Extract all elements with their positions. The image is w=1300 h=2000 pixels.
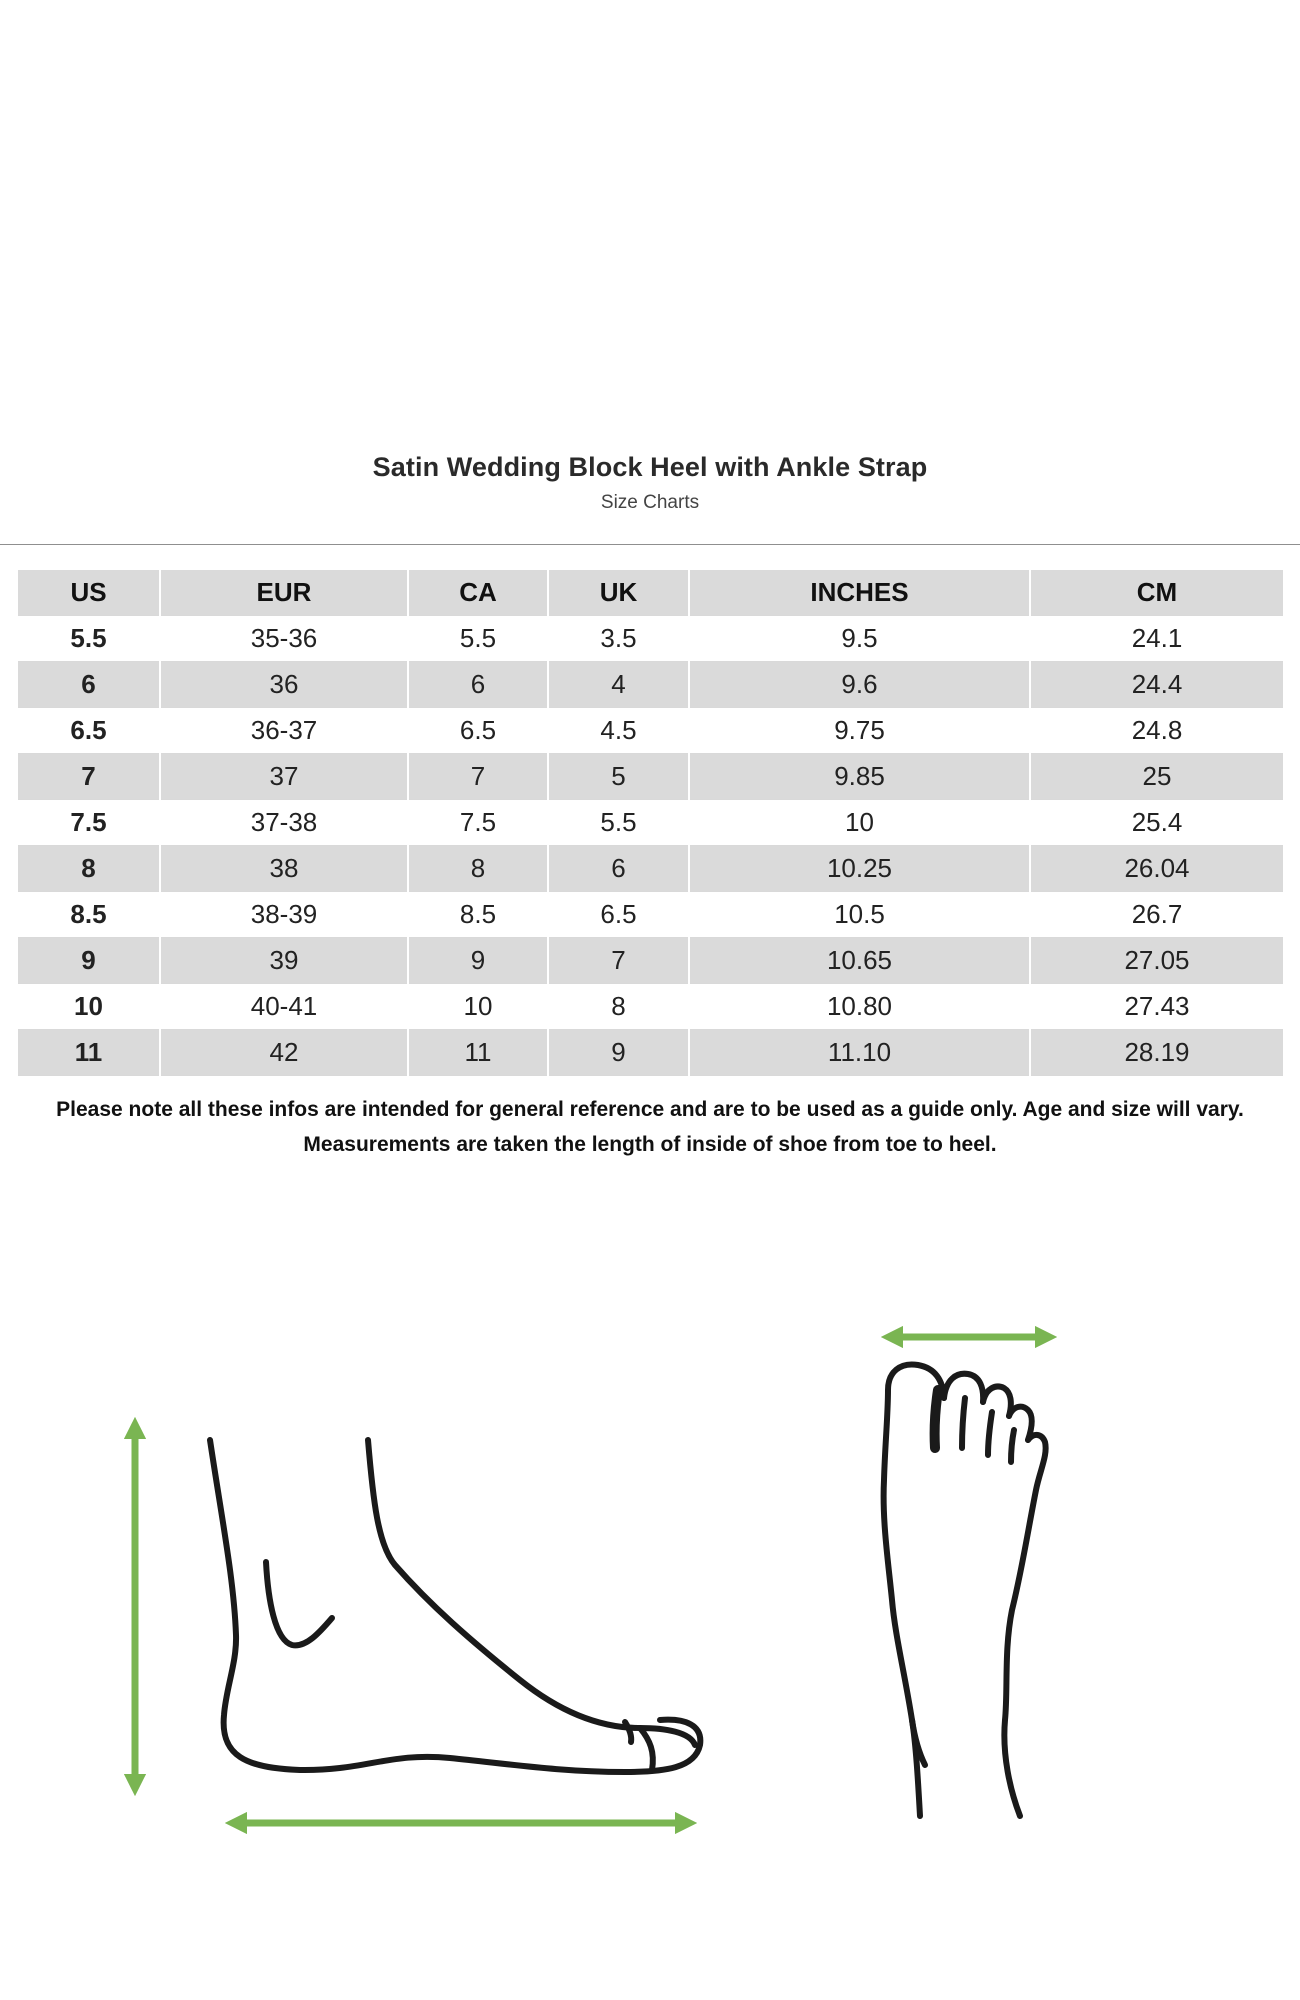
cell-inches: 9.6 xyxy=(689,662,1030,708)
cell-cm: 25 xyxy=(1030,754,1283,800)
divider xyxy=(0,544,1300,545)
cell-uk: 6.5 xyxy=(548,892,689,938)
cell-uk: 6 xyxy=(548,846,689,892)
column-header-us: US xyxy=(18,570,160,616)
cell-uk: 9 xyxy=(548,1030,689,1076)
cell-inches: 9.5 xyxy=(689,616,1030,662)
cell-us: 7.5 xyxy=(18,800,160,846)
cell-ca: 11 xyxy=(408,1030,548,1076)
cell-ca: 7 xyxy=(408,754,548,800)
foot-top-icon xyxy=(884,1364,1046,1816)
cell-inches: 10.5 xyxy=(689,892,1030,938)
cell-cm: 24.4 xyxy=(1030,662,1283,708)
cell-cm: 25.4 xyxy=(1030,800,1283,846)
table-row xyxy=(18,708,1283,754)
cell-us: 10 xyxy=(18,984,160,1030)
size-table xyxy=(18,570,1283,1076)
page-subtitle: Size Charts xyxy=(600,492,700,513)
cell-cm: 28.19 xyxy=(1030,1030,1283,1076)
cell-us: 8 xyxy=(18,846,160,892)
table-header-row xyxy=(18,570,1283,616)
column-header-eur: EUR xyxy=(160,570,408,616)
cell-eur: 36-37 xyxy=(160,708,408,754)
cell-us: 5.5 xyxy=(18,616,160,662)
cell-cm: 27.05 xyxy=(1030,938,1283,984)
cell-uk: 5 xyxy=(548,754,689,800)
cell-us: 7 xyxy=(18,754,160,800)
cell-eur: 35-36 xyxy=(160,616,408,662)
table-row xyxy=(18,892,1283,938)
cell-inches: 9.85 xyxy=(689,754,1030,800)
table-row xyxy=(18,938,1283,984)
table-row xyxy=(18,754,1283,800)
table-row xyxy=(18,662,1283,708)
cell-eur: 37-38 xyxy=(160,800,408,846)
cell-cm: 27.43 xyxy=(1030,984,1283,1030)
cell-eur: 39 xyxy=(160,938,408,984)
column-header-ca: CA xyxy=(408,570,548,616)
cell-eur: 42 xyxy=(160,1030,408,1076)
table-row xyxy=(18,846,1283,892)
table-row xyxy=(18,616,1283,662)
cell-cm: 24.1 xyxy=(1030,616,1283,662)
cell-ca: 8.5 xyxy=(408,892,548,938)
table-row xyxy=(18,1030,1283,1076)
column-header-inches: INCHES xyxy=(689,570,1030,616)
cell-ca: 7.5 xyxy=(408,800,548,846)
column-header-cm: CM xyxy=(1030,570,1283,616)
chart-header xyxy=(0,452,1300,514)
cell-uk: 3.5 xyxy=(548,616,689,662)
table-row xyxy=(18,984,1283,1030)
cell-us: 9 xyxy=(18,938,160,984)
cell-us: 6 xyxy=(18,662,160,708)
measurement-illustration xyxy=(0,1270,1300,1870)
cell-inches: 11.10 xyxy=(689,1030,1030,1076)
page-title: Satin Wedding Block Heel with Ankle Strap xyxy=(372,452,928,482)
foot-side-icon xyxy=(210,1440,700,1772)
cell-cm: 26.04 xyxy=(1030,846,1283,892)
disclaimer-line-1: Please note all these infos are intended for general reference and are to be used as a guide only. Age and size will vary. xyxy=(56,1098,1244,1121)
cell-uk: 4.5 xyxy=(548,708,689,754)
cell-uk: 7 xyxy=(548,938,689,984)
cell-inches: 9.75 xyxy=(689,708,1030,754)
cell-eur: 38 xyxy=(160,846,408,892)
cell-cm: 26.7 xyxy=(1030,892,1283,938)
cell-inches: 10.65 xyxy=(689,938,1030,984)
disclaimer-line-2: Measurements are taken the length of inside of shoe from toe to heel. xyxy=(303,1133,997,1156)
cell-cm: 24.8 xyxy=(1030,708,1283,754)
disclaimer-note xyxy=(0,1092,1300,1162)
cell-uk: 4 xyxy=(548,662,689,708)
cell-us: 6.5 xyxy=(18,708,160,754)
column-header-uk: UK xyxy=(548,570,689,616)
cell-ca: 8 xyxy=(408,846,548,892)
cell-us: 11 xyxy=(18,1030,160,1076)
cell-us: 8.5 xyxy=(18,892,160,938)
cell-ca: 6.5 xyxy=(408,708,548,754)
cell-inches: 10.80 xyxy=(689,984,1030,1030)
cell-inches: 10.25 xyxy=(689,846,1030,892)
cell-ca: 5.5 xyxy=(408,616,548,662)
cell-eur: 38-39 xyxy=(160,892,408,938)
cell-eur: 37 xyxy=(160,754,408,800)
cell-ca: 6 xyxy=(408,662,548,708)
cell-eur: 36 xyxy=(160,662,408,708)
cell-ca: 9 xyxy=(408,938,548,984)
cell-ca: 10 xyxy=(408,984,548,1030)
table-row xyxy=(18,800,1283,846)
cell-uk: 5.5 xyxy=(548,800,689,846)
cell-inches: 10 xyxy=(689,800,1030,846)
cell-uk: 8 xyxy=(548,984,689,1030)
cell-eur: 40-41 xyxy=(160,984,408,1030)
